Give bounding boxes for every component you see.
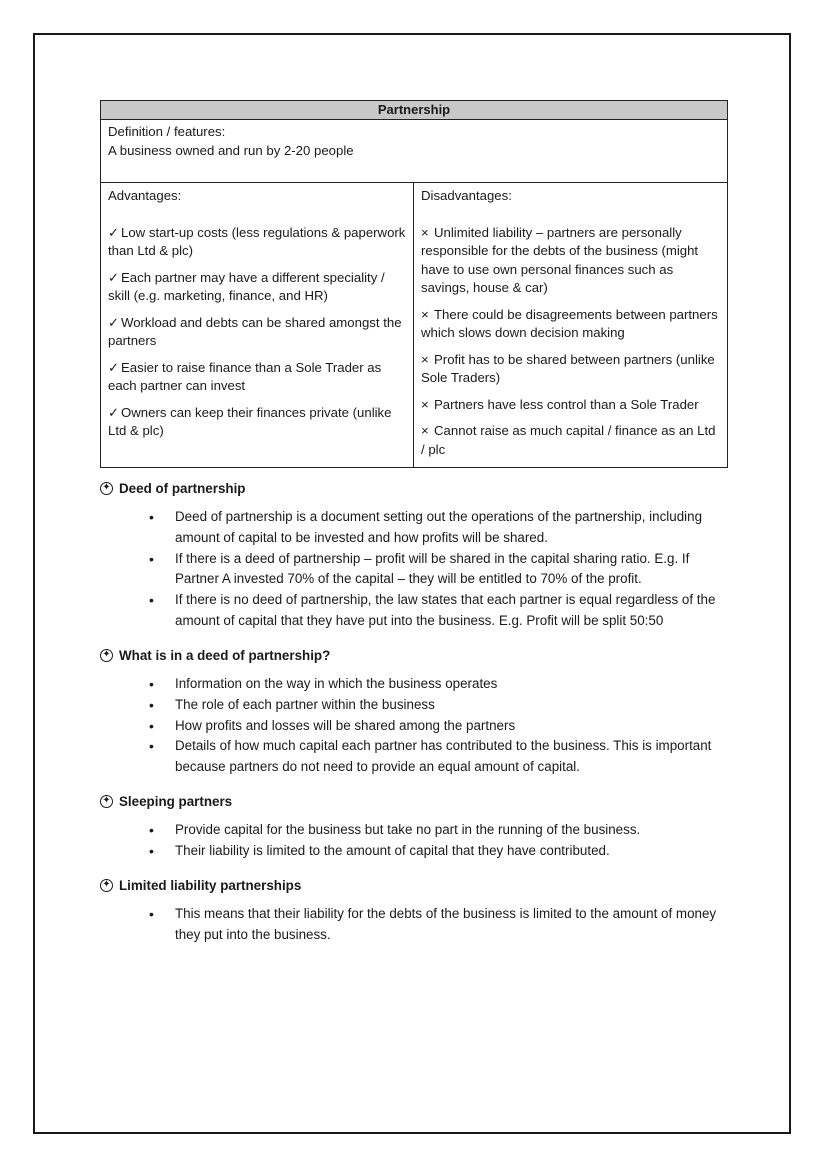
star-circle-icon: ✦	[100, 879, 113, 892]
check-icon: ✓	[108, 359, 120, 375]
disadvantages-header: Disadvantages:	[421, 188, 512, 203]
definition-cell	[101, 120, 728, 183]
disadvantage-item: × There could be disagreements between partners which slows down decision making	[421, 306, 718, 340]
list-item: • Provide capital for the business but take no part in the running of the business.	[100, 820, 725, 841]
check-icon: ✓	[108, 269, 120, 285]
list-item: • If there is a deed of partnership – profit will be shared in the capital sharing ratio. E.g. If Partner A invested 70% of the capital – they will be entitled to 70% of the profit.	[100, 549, 725, 591]
bullet-list	[100, 507, 725, 632]
check-icon: ✓	[108, 404, 120, 420]
list-item: • The role of each partner within the business	[100, 695, 725, 716]
section-title: ✦ Sleeping partners	[100, 794, 725, 809]
list-item: • Information on the way in which the business operates	[100, 674, 725, 695]
advantage-item: ✓ Easier to raise finance than a Sole Trader as each partner can invest	[108, 359, 382, 393]
list-item: • This means that their liability for the debts of the business is limited to the amount of money they put into the business.	[100, 904, 725, 946]
section-title: ✦ Deed of partnership	[100, 481, 725, 496]
section-limited-liability	[100, 878, 725, 946]
advantage-item: ✓ Owners can keep their finances private (unlike Ltd & plc)	[108, 404, 392, 438]
advantage-item: ✓ Low start-up costs (less regulations & paperwork than Ltd & plc)	[108, 224, 406, 258]
section-title: ✦ Limited liability partnerships	[100, 878, 725, 893]
cross-icon: ×	[421, 351, 429, 367]
list-item: • How profits and losses will be shared among the partners	[100, 716, 725, 737]
advantage-item: ✓ Workload and debts can be shared amongst the partners	[108, 314, 402, 348]
advantage-item: ✓ Each partner may have a different speciality / skill (e.g. marketing, finance, and HR)	[108, 269, 385, 303]
cross-icon: ×	[421, 396, 429, 412]
cross-icon: ×	[421, 224, 429, 240]
disadvantages-column	[414, 183, 728, 468]
section-deed-of-partnership	[100, 481, 725, 632]
cross-icon: ×	[421, 306, 429, 322]
check-icon: ✓	[108, 314, 120, 330]
bullet-list	[100, 820, 725, 862]
star-circle-icon: ✦	[100, 649, 113, 662]
definition-text: A business owned and run by 2-20 people	[108, 142, 354, 158]
disadvantage-item: × Unlimited liability – partners are personally responsible for the debts of the business (might have to use own personal finances such as savings, house & car)	[421, 224, 699, 295]
section-title: ✦ What is in a deed of partnership?	[100, 648, 725, 663]
section-sleeping-partners	[100, 794, 725, 862]
list-item: • If there is no deed of partnership, the law states that each partner is equal regardless of the amount of capital that they have put into the business. E.g. Profit will be split 50:50	[100, 590, 725, 632]
disadvantage-item: × Profit has to be shared between partners (unlike Sole Traders)	[421, 351, 715, 385]
disadvantage-item: × Partners have less control than a Sole Trader	[421, 396, 720, 415]
definition-label: Definition / features:	[108, 124, 226, 139]
list-item: • Details of how much capital each partner has contributed to the business. This is important because partners do not need to provide an equal amount of capital.	[100, 736, 725, 778]
advantages-column	[101, 183, 414, 468]
star-circle-icon: ✦	[100, 795, 113, 808]
list-item: • Deed of partnership is a document setting out the operations of the partnership, including amount of capital to be invested and how profits will be shared.	[100, 507, 725, 549]
disadvantage-item: × Cannot raise as much capital / finance as an Ltd / plc	[421, 423, 716, 457]
section-what-is-in-deed	[100, 648, 725, 778]
bullet-list	[100, 904, 725, 946]
list-item: • Their liability is limited to the amount of capital that they have contributed.	[100, 841, 725, 862]
advantages-header: Advantages:	[108, 188, 182, 203]
bullet-list	[100, 674, 725, 778]
partnership-table	[100, 100, 728, 468]
cross-icon: ×	[421, 423, 429, 438]
star-circle-icon: ✦	[100, 482, 113, 495]
table-title: Partnership	[101, 101, 728, 120]
check-icon: ✓	[108, 224, 120, 240]
